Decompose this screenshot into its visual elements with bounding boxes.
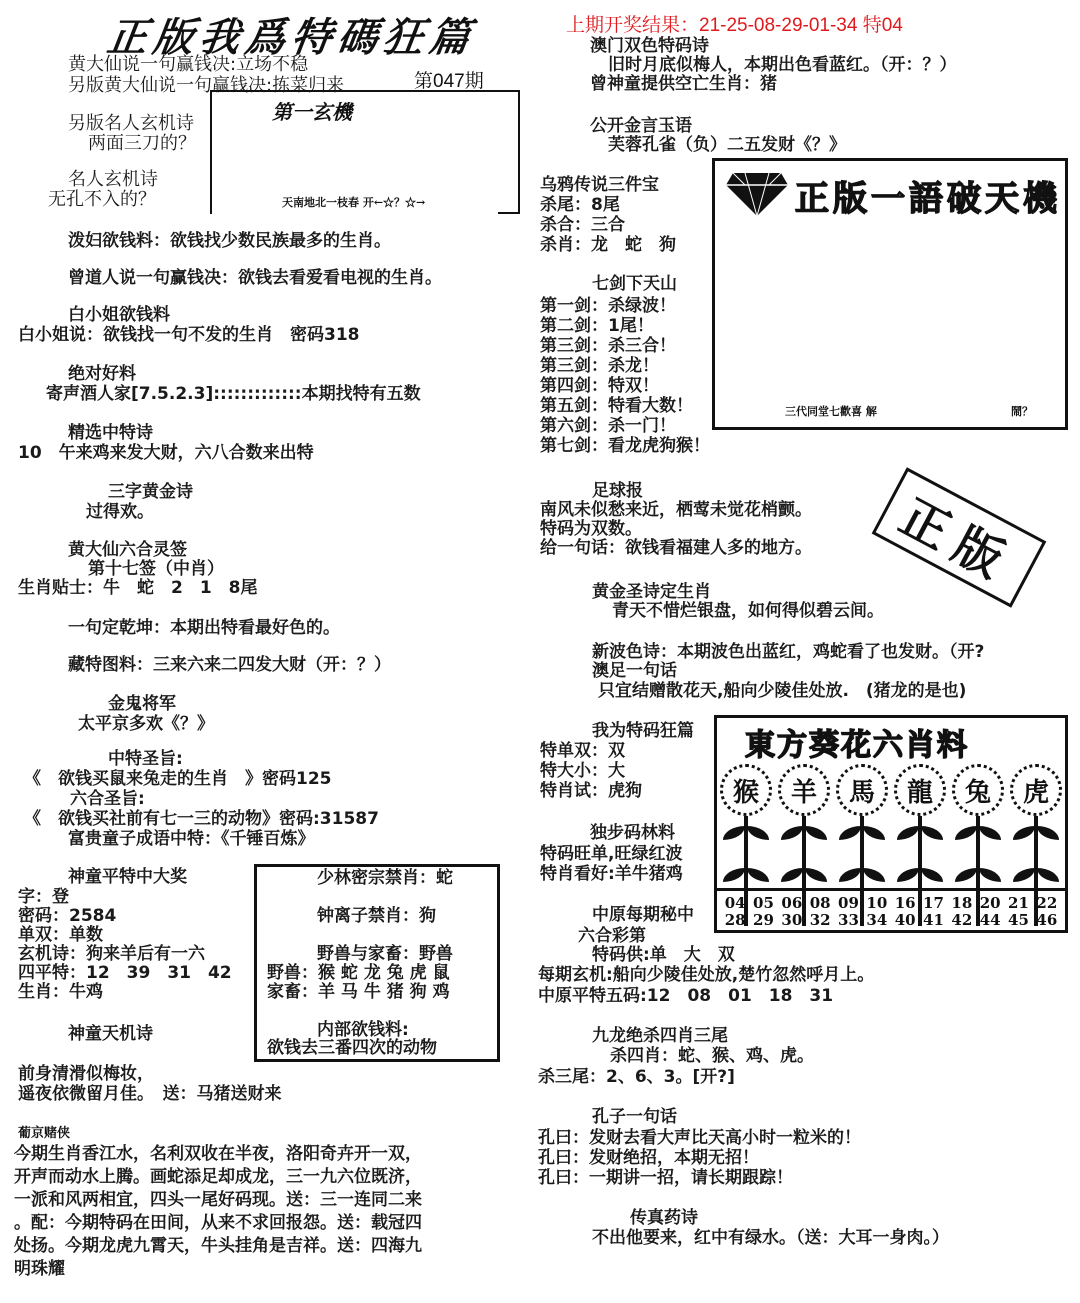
yiyu-title: 正版一語破天機 xyxy=(795,179,1061,219)
zodiac-sun: 羊 xyxy=(778,764,830,816)
tianji-line1: 前身清滑似梅妆， xyxy=(18,1064,154,1084)
kongzi-list xyxy=(538,1128,861,1188)
hdx-lingqian-sub: 第十七签（中肖） xyxy=(88,559,224,579)
aomen-text: 旧时月底似梅人，本期出色看蓝红。（开：？） xyxy=(608,55,957,75)
sanzi-title: 三字黄金诗 xyxy=(108,482,193,502)
qijian-line: 第四剑：特双！ xyxy=(540,376,659,396)
number-cell: 40 xyxy=(894,911,916,929)
pofu-text: 泼妇欲钱料：欲钱找少数民族最多的生肖。 xyxy=(68,231,391,251)
number-cell: 28 xyxy=(724,911,746,929)
zuqiu-list xyxy=(540,501,812,558)
number-cell: 08 xyxy=(809,894,831,912)
number-cell: 16 xyxy=(894,894,916,912)
number-cell: 22 xyxy=(1036,894,1058,912)
kuihua-box xyxy=(714,715,1068,933)
number-cell: 46 xyxy=(1036,911,1058,929)
number-cell: 17 xyxy=(923,894,944,912)
tianji-line2: 遥夜依微留月佳。 送：马猪送财来 xyxy=(18,1084,282,1104)
wuya-block xyxy=(540,175,676,255)
wuya-line: 杀合：三合 xyxy=(540,215,625,235)
xinbo-text: 新波色诗：本期波色出蓝红，鸡蛇看了也发财。（开? xyxy=(592,642,985,662)
yiyu-footer-left: 三代同堂七歡喜 解 xyxy=(785,405,877,418)
last-result: 上期开奖结果：21-25-08-29-01-34 特04 xyxy=(566,15,903,36)
number-cell: 32 xyxy=(809,911,831,929)
dubu-title: 独步码林料 xyxy=(590,823,675,843)
number-cell: 05 xyxy=(753,894,774,912)
number-cell: 20 xyxy=(979,894,1001,912)
shaolin-box xyxy=(254,864,500,1062)
number-cell: 30 xyxy=(781,911,803,929)
number-cell: 18 xyxy=(951,894,973,912)
yiyu-footer-right: 鬧？ xyxy=(1011,405,1033,418)
pujing-line: 开声而动水上腾。画蛇添足却成龙，三一九六位既济， xyxy=(14,1167,422,1187)
zhongte-text: 《 欲钱买鼠来兔走的生肖 》密码125 xyxy=(24,769,332,789)
tianji-title: 神童天机诗 xyxy=(68,1024,153,1044)
shentong-line: 四平特：12 39 31 42 xyxy=(18,963,232,983)
aozu-title: 澳足一句话 xyxy=(592,661,677,681)
wuya-title: 乌鸦传说三件宝 xyxy=(540,175,659,195)
yiju-text: 一句定乾坤：本期出特看最好色的。 xyxy=(68,618,340,638)
zodiac-sun: 龍 xyxy=(894,764,946,816)
number-cell: 45 xyxy=(1008,911,1029,929)
issue-number: 第047期 xyxy=(414,71,484,92)
number-cell: 29 xyxy=(753,911,774,929)
zhongyuan-xuanji: 每期玄机:船向少陵佳处放,楚竹忽然呼月上。 xyxy=(538,965,875,985)
xuanji-footer: 天南地北一枝春 开←☆？☆→ xyxy=(282,196,426,209)
kuang-list xyxy=(540,741,642,801)
jingxuan-title: 精选中特诗 xyxy=(68,423,153,443)
zuqiu-line: 南风未似愁来近，栖莺未觉花梢颤。 xyxy=(540,500,812,520)
qijian-line: 第二剑：1尾！ xyxy=(540,316,654,336)
chuanzhen-title: 传真药诗 xyxy=(630,1208,698,1228)
zhongyuan-title1: 中原每期秘中 xyxy=(592,905,694,925)
kuihua-numbers xyxy=(721,895,1061,929)
shaolin-line4: 野兽：猴 蛇 龙 兔 虎 鼠 xyxy=(267,963,450,983)
kuihua-title: 東方葵花六肖料 xyxy=(745,728,969,763)
qijian-line: 第三剑：杀龙！ xyxy=(540,356,659,376)
zodiac-sun: 虎 xyxy=(1010,764,1062,816)
zeng-daoren-text: 曾道人说一句赢钱决：欲钱去看爱看电视的生肖。 xyxy=(68,268,442,288)
aozu-text: 只宜结赠散花天,船向少陵佳处放. (猪龙的是也) xyxy=(598,681,967,701)
dubu-line: 特肖看好:羊牛猪鸡 xyxy=(540,864,683,884)
pujing-title: 葡京赌侠 xyxy=(18,1126,71,1141)
zodiac-sun: 猴 xyxy=(720,764,772,816)
kuang-line: 特大小：大 xyxy=(540,761,625,781)
number-cell: 21 xyxy=(1008,894,1029,912)
shaolin-line6: 内部欲钱料: xyxy=(317,1020,409,1040)
pujing-line: 明珠耀 xyxy=(14,1259,65,1279)
zhongyuan-title2: 六合彩第 xyxy=(578,926,646,946)
xuanji-title: 第一玄機 xyxy=(272,100,352,124)
hdx-lingqian-title: 黄大仙六合灵签 xyxy=(68,540,187,560)
kongzi-line: 孔曰：发财去看大声比天高小时一粒米的！ xyxy=(538,1128,861,1148)
zuqiu-line: 特码为双数。 xyxy=(540,519,642,539)
jingxuan-text: 10 午来鸡来发大财，六八合数来出特 xyxy=(18,443,314,463)
zhengban-stamp: 正版 xyxy=(872,467,1047,607)
shentong-line: 字：登 xyxy=(18,887,69,907)
shentong-line: 生肖：牛鸡 xyxy=(18,982,103,1002)
juedui-title: 绝对好料 xyxy=(68,364,136,384)
fugui-text: 富贵童子成语中特：《千锤百炼》 xyxy=(68,829,315,849)
xuanji-corner xyxy=(498,212,518,214)
number-cell: 06 xyxy=(781,894,803,912)
xuanji-box xyxy=(210,90,520,214)
pujing-line: 一派和风两相宜，四头一尾好码现。送：三一连同二来 xyxy=(14,1190,422,1210)
shaolin-line7: 欲钱去三番四次的动物 xyxy=(267,1038,437,1058)
kuang-title: 我为特码狂篇 xyxy=(592,721,694,741)
dubu-list xyxy=(540,844,683,884)
kuihua-divider xyxy=(717,888,1065,891)
mingren-title: 名人玄机诗 xyxy=(68,169,158,190)
kuang-line: 特单双：双 xyxy=(540,741,625,761)
number-cell: 44 xyxy=(979,911,1001,929)
jiulong-line2: 杀三尾：2、6、3。[开?] xyxy=(538,1067,735,1087)
zuqiu-title: 足球报 xyxy=(592,481,643,501)
bai-title: 白小姐欲钱料 xyxy=(68,305,170,325)
page-title: 正版我爲特碼狂篇 xyxy=(104,15,479,61)
jiulong-title: 九龙绝杀四肖三尾 xyxy=(592,1026,728,1046)
shaolin-line5: 家畜：羊 马 牛 猪 狗 鸡 xyxy=(267,982,450,1002)
pujing-line: 今期生肖香江水，名利双收在半夜，洛阳奇卉开一双， xyxy=(14,1144,422,1164)
yiyu-box xyxy=(712,158,1068,430)
zodiac-sun: 兔 xyxy=(952,764,1004,816)
mingren-alt-title: 另版名人玄机诗 xyxy=(68,113,194,134)
qijian-line: 第一剑：杀绿波！ xyxy=(540,296,676,316)
huangjin-text: 青天不惜烂银盘，如何得似碧云间。 xyxy=(612,601,884,621)
zhongyuan-ping: 中原平特五码:12 08 01 18 31 xyxy=(538,986,834,1006)
liuhe-text: 《 欲钱买社前有七一三的动物》密码:31587 xyxy=(24,809,379,829)
aomen-title: 澳门双色特码诗 xyxy=(590,36,709,56)
zeng-shentong: 曾神童提供空亡生肖：猪 xyxy=(590,74,777,94)
hdx-lingqian-tip: 生肖贴士：牛 蛇 2 1 8尾 xyxy=(18,578,258,598)
zhongyuan-gong: 特码供:单 大 双 xyxy=(592,945,735,965)
qijian-list xyxy=(540,296,710,456)
shentong-line: 密码：2584 xyxy=(18,906,117,926)
qijian-line: 第六剑：杀一门！ xyxy=(540,416,676,436)
pujing-line: 。配：今期特码在田间，从来不求回报怨。送：载冠四 xyxy=(14,1213,422,1233)
number-cell: 33 xyxy=(838,911,859,929)
number-cell: 42 xyxy=(951,911,973,929)
mingren-text: 无孔不入的？ xyxy=(48,189,156,210)
qijian-line: 第五剑：特看大数！ xyxy=(540,396,693,416)
jiulong-line1: 杀四肖：蛇、猴、鸡、虎。 xyxy=(610,1046,814,1066)
zodiac-row xyxy=(717,764,1065,816)
gongkai-title: 公开金言玉语 xyxy=(590,116,692,136)
bai-text: 白小姐说：欲钱找一句不发的生肖 密码318 xyxy=(18,325,360,345)
shentong-title: 神童平特中大奖 xyxy=(68,867,187,887)
gongkai-text: 芙蓉孔雀（负）二五发财《？》 xyxy=(608,135,846,155)
qijian-line: 第三剑：杀三合！ xyxy=(540,336,676,356)
liuhe-title: 六合圣旨: xyxy=(70,789,145,809)
jingui-text: 太平京多欢《？》 xyxy=(78,714,214,734)
wuya-line: 杀肖：龙 蛇 狗 xyxy=(540,235,676,255)
number-cell: 10 xyxy=(866,894,888,912)
number-cell: 09 xyxy=(838,894,859,912)
number-cell: 34 xyxy=(866,911,888,929)
kuang-line: 特肖试：虎狗 xyxy=(540,781,642,801)
diamond-icon xyxy=(725,171,789,217)
pujing-line: 处扬。今期龙虎九霄天，牛头挂角是吉祥。送：四海九 xyxy=(14,1236,422,1256)
jingui-title: 金鬼将军 xyxy=(108,694,176,714)
kongzi-line: 孔曰：发财绝招，本期无招！ xyxy=(538,1148,759,1168)
number-cell: 41 xyxy=(923,911,944,929)
zodiac-sun: 馬 xyxy=(836,764,888,816)
shaolin-line1: 少林密宗禁肖：蛇 xyxy=(317,868,453,888)
number-cell: 04 xyxy=(724,894,746,912)
shaolin-line3: 野兽与家畜：野兽 xyxy=(317,944,453,964)
dubu-line: 特码旺单,旺绿红波 xyxy=(540,844,683,864)
kongzi-line: 孔曰：一期讲一招，请长期跟踪！ xyxy=(538,1168,793,1188)
kongzi-title: 孔子一句话 xyxy=(592,1107,677,1127)
shentong-line: 玄机诗：狗来羊后有一六 xyxy=(18,944,205,964)
zhongte-title: 中特圣旨: xyxy=(108,749,183,769)
shaolin-line2: 钟离子禁肖：狗 xyxy=(317,906,436,926)
wuya-line: 杀尾：8尾 xyxy=(540,195,620,215)
sanzi-text: 过得欢。 xyxy=(86,502,154,522)
huangjin-title: 黄金圣诗定生肖 xyxy=(592,582,711,602)
mingren-alt-text: 两面三刀的？ xyxy=(88,133,196,154)
qijian-line: 第七剑：看龙虎狗猴！ xyxy=(540,436,710,456)
hdx-line2: 另版黄大仙说一句赢钱决:拣菜归来 xyxy=(68,75,345,96)
hdx-line1: 黄大仙说一句赢钱决:立场不稳 xyxy=(68,54,309,75)
qijian-title: 七剑下天山 xyxy=(592,274,677,294)
juedui-text: 寄声酒人家[7.5.2.3]:::::::::::::本期找特有五数 xyxy=(46,384,421,404)
zuqiu-line: 给一句话：欲钱看福建人多的地方。 xyxy=(540,538,812,558)
pujing-text xyxy=(14,1143,422,1281)
shentong-line: 单双：单数 xyxy=(18,925,103,945)
shentong-list xyxy=(18,888,232,1002)
cangte-text: 藏特图料：三来六来二四发大财（开：？） xyxy=(68,655,391,675)
chuanzhen-text: 不出他要来，红中有绿水。（送：大耳一身肉。） xyxy=(592,1228,949,1248)
